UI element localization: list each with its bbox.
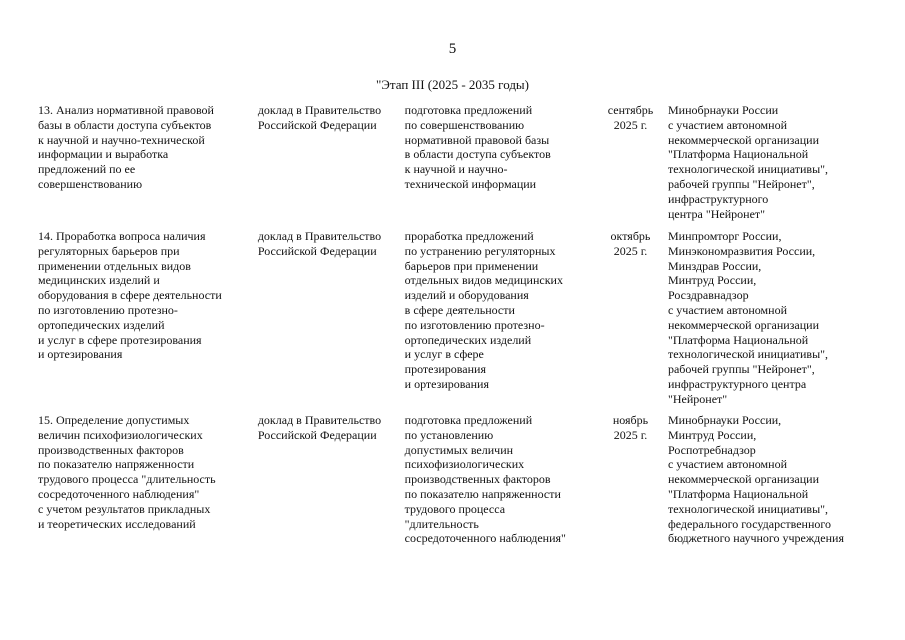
responsible-cell: Минобрнауки России, Минтруд России, Роспотребнадзор с участием автономной некоммерческой организации "Платформа Национальной технологической инициативы", федерального государственного бюджетного научного учреждения: [667, 413, 844, 546]
roadmap-table: [38, 103, 868, 553]
result-cell: проработка предложений по устранению регуляторных барьеров при применении отдельных видов медицинских изделий и оборудования в сфере деятельности по изготовлению протезно- ортопедических изделий и услуг в сфере протезирования и ортезирования: [404, 229, 563, 391]
task-cell: 13. Анализ нормативной правовой базы в области доступа субъектов к научной и научно-технической информации и выработка предложений по ее совершенствованию: [38, 103, 214, 191]
result-cell: подготовка предложений по установлению допустимых величин психофизиологических производственных факторов по показателю напряженности трудового процесса "длительность сосредоточенного наблюдения": [404, 413, 566, 546]
document-cell: доклад в Правительство Российской Федерации: [257, 413, 382, 442]
table-row-13: [38, 103, 868, 229]
deadline-cell: октябрь 2025 г.: [610, 229, 651, 258]
stage-title: "Этап III (2025 - 2035 годы): [376, 77, 529, 92]
deadline-cell: сентябрь 2025 г.: [607, 103, 654, 132]
responsible-cell: Минобрнауки России с участием автономной некоммерческой организации "Платформа Национальной технологической инициативы", рабочей группы "Нейронет", инфраструктурного центра "Нейронет": [667, 103, 829, 221]
table-row-15: [38, 413, 868, 553]
document-cell: доклад в Правительство Российской Федерации: [257, 103, 382, 132]
document-cell: доклад в Правительство Российской Федерации: [257, 229, 382, 258]
table-row-14: [38, 229, 868, 413]
responsible-cell: Минпромторг России, Минэкономразвития России, Минздрав России, Минтруд России, Росздравнадзор с участием автономной некоммерческой организации "Платформа Национальной технологической инициативы", рабочей группы "Нейронет", инфраструктурного центра "Нейронет": [667, 229, 829, 406]
result-cell: подготовка предложений по совершенствованию нормативной правовой базы в области доступа субъектов к научной и научно- технической информации: [404, 103, 551, 191]
page-number: 5: [448, 41, 457, 57]
task-cell: 15. Определение допустимых величин психофизиологических производственных факторов по показателю напряженности трудового процесса "длительность сосредоточенного наблюдения" с учетом результатов прикладных и теоретических исследований: [38, 413, 216, 531]
task-cell: 14. Проработка вопроса наличия регуляторных барьеров при применении отдельных видов медицинских изделий и оборудования в сфере деятельности по изготовлению протезно- ортопедических изделий и услуг в сфере протезирования и ортезирования: [38, 229, 222, 362]
deadline-cell: ноябрь 2025 г.: [612, 413, 649, 442]
